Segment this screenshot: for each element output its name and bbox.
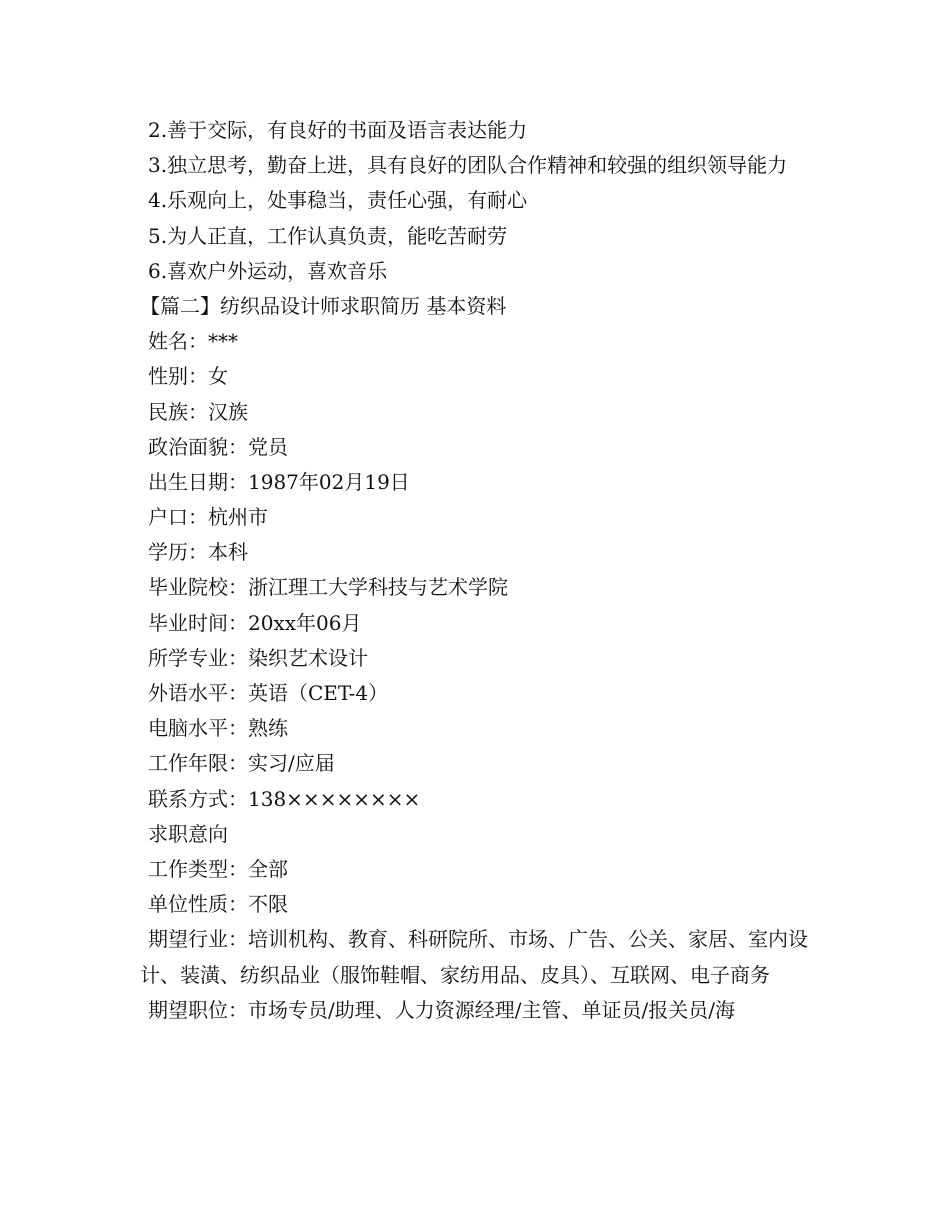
text-line: 外语水平：英语（CET-4） — [148, 681, 389, 706]
subsection-heading: 求职意向 — [148, 821, 228, 846]
text-line: 工作类型：全部 — [148, 856, 288, 881]
text-line: 5.为人正直，工作认真负责，能吃苦耐劳 — [148, 223, 508, 248]
text-line: 姓名：*** — [148, 329, 238, 354]
text-line: 毕业院校：浙江理工大学科技与艺术学院 — [148, 575, 508, 600]
text-line: 期望职位：市场专员/助理、人力资源经理/主管、单证员/报关员/海 — [148, 997, 735, 1022]
text-line: 所学专业：染织艺术设计 — [148, 645, 368, 670]
text-line: 4.乐观向上，处事稳当，责任心强，有耐心 — [148, 188, 528, 213]
text-line: 工作年限：实习/应届 — [148, 751, 335, 776]
text-line: 2.善于交际，有良好的书面及语言表达能力 — [148, 118, 528, 142]
text-line: 期望行业：培训机构、教育、科研院所、市场、广告、公关、家居、室内设计、装潢、纺织品业（服饰鞋帽、家纺用品、皮具）、互联网、电子商务 — [140, 927, 808, 987]
text-line: 户口：杭州市 — [148, 505, 268, 530]
text-line: 电脑水平：熟练 — [148, 716, 288, 741]
section-heading: 【篇二】纺织品设计师求职简历 基本资料 — [140, 293, 507, 318]
text-line: 联系方式：138×××××××× — [148, 786, 421, 811]
text-line: 3.独立思考，勤奋上进，具有良好的团队合作精神和较强的组织领导能力 — [148, 153, 788, 178]
text-line: 出生日期：1987年02月19日 — [148, 469, 410, 494]
text-line: 学历：本科 — [148, 540, 248, 565]
text-line: 6.喜欢户外运动，喜欢音乐 — [148, 258, 388, 283]
text-line: 性别：女 — [148, 364, 228, 389]
text-line: 毕业时间：20xx年06月 — [148, 610, 362, 635]
document-body — [140, 113, 820, 1028]
text-line: 单位性质：不限 — [148, 892, 288, 917]
text-line: 政治面貌：党员 — [148, 434, 288, 459]
text-line: 民族：汉族 — [148, 399, 248, 424]
